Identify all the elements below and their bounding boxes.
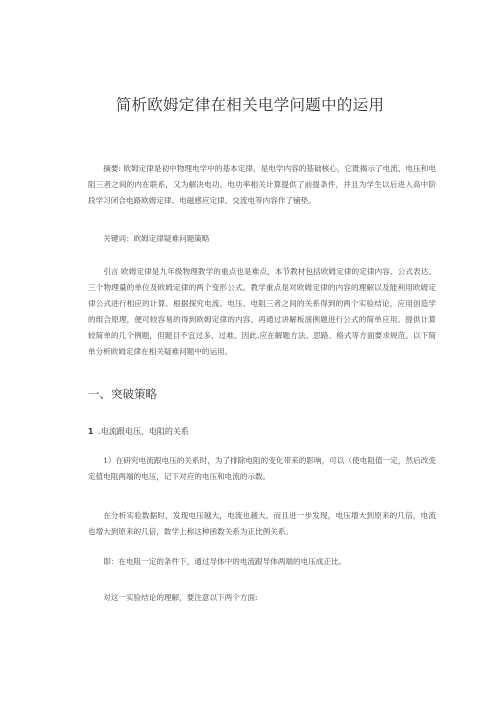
- subsection-title: .电流跟电压、电阻的关系: [98, 427, 189, 436]
- keywords-line: 关键词：欧姆定律疑难问题策略: [103, 234, 210, 243]
- introduction-paragraph: 引言 欧姆定律是九年级物理教学的重点也是难点，本节教材包括欧姆定律的定律内容、公式表达、三个物理量的单位及欧姆定律的两个变形公式。教学重点是对欧姆定律的内容的理解以及能利用欧姆定律公式进行相应的计算。根据探究电流、电压、电阻三者之间的关系得到的两个实验结论，应用创造学的组合原理，便可较容易的得到欧姆定律的内容。再通过讲解板演例题进行公式的简单应用。提供计算较简单的几个例题，但题目不宜过多、过难。因此,应在解题方法、思路、格式等方面要求规范。以下简单分析欧姆定律在相关疑难问题中的运用。: [88, 267, 436, 356]
- abstract-paragraph: 摘要: 欧姆定律是初中物理电学中的基本定律，是电学内容的基础核心，它既揭示了电流、电压和电阻三者之间的内在联系，又为解决电功、电功率相关计算提供了前提条件，并且为学生以后进入高中阶段学习闭合电路欧姆定律、电磁感应定律、交流电等内容作了铺垫。: [88, 164, 436, 205]
- section-heading-strategy: 一、突破策略: [88, 387, 157, 401]
- body-paragraph-2: 在分析实验数据时，发现电压越大，电流也越大，而且进一步发现，电压增大到原来的几倍，电流也增大到原来的几倍，数学上称这种函数关系为正比例关系。: [88, 511, 436, 536]
- body-paragraph-4: 对这一实验结论的理解，要注意以下两个方面:: [103, 593, 258, 602]
- subsection-number: 1: [88, 427, 94, 436]
- subsection-heading-current-voltage-resistance: [88, 426, 189, 437]
- body-paragraph-1: 1）在研究电流跟电压的关系时，为了排除电阻的变化带来的影响，可以（使电阻值一定，然后改变定值电阻两端的电压，记下对应的电压和电流的示数。: [88, 456, 436, 481]
- document-title: 简析欧姆定律在相关电学问题中的运用: [115, 96, 385, 114]
- body-paragraph-3: 即：在电阻一定的条件下，通过导体中的电流跟导体两端的电压成正比。: [103, 557, 347, 566]
